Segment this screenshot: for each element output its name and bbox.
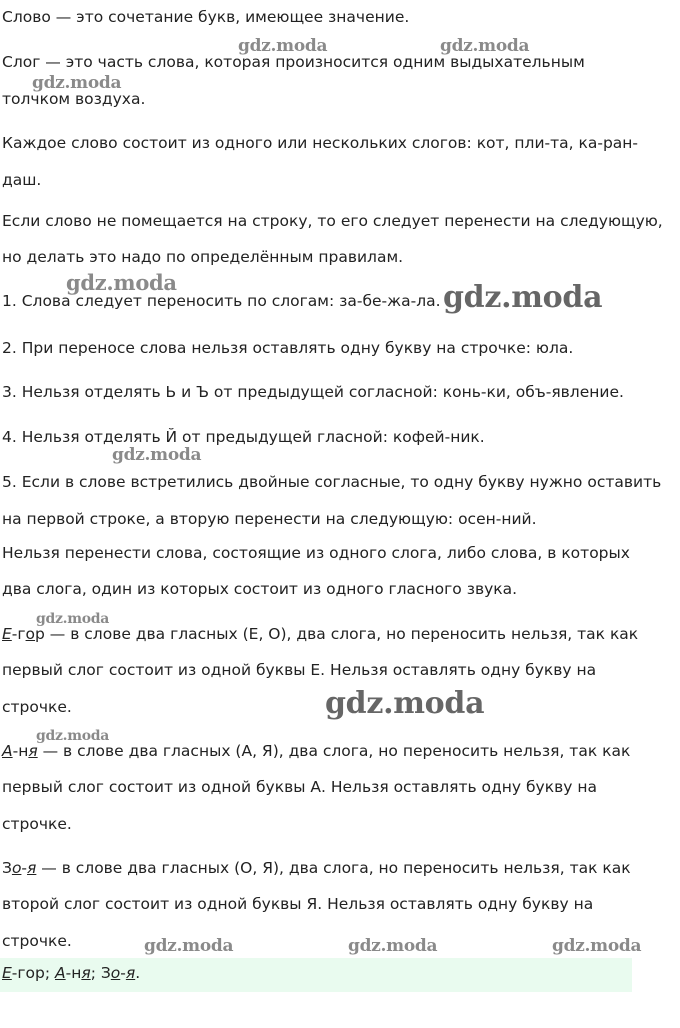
watermark: gdz.moda — [552, 936, 642, 956]
egor-explanation: р — в слове два гласных (Е, О), два слога, но переносить нельзя, так как — [35, 625, 639, 643]
answer-part: - — [120, 964, 126, 982]
answer-vowel-e: Е — [2, 964, 12, 982]
rule-1: 1. Слова следует переносить по слогам: за-бе-жа-ла. — [2, 292, 441, 310]
answer-vowel-o: о — [110, 964, 121, 982]
watermark: gdz.moda — [36, 728, 110, 744]
anya-explanation: — в слове два гласных (А, Я), два слога, но переносить нельзя, так как — [37, 742, 631, 760]
watermark: gdz.moda — [348, 936, 438, 956]
example-anya-line-2: первый слог состоит из одной буквы А. Нельзя оставлять одну букву на — [2, 778, 597, 796]
rule-6-line-2: два слога, один из которых состоит из одного гласного звука. — [2, 580, 518, 598]
answer-vowel-ya: я — [81, 964, 91, 982]
hyphenation-intro-2: но делать это надо по определённым правилам. — [2, 248, 404, 266]
syllables-example-1: Каждое слово состоит из одного или нескольких слогов: кот, пли-та, ка-ран- — [2, 134, 639, 152]
egor-vowel-o: о — [25, 625, 36, 643]
example-egor-line-2: первый слог состоит из одной буквы Е. Нельзя оставлять одну букву на — [2, 661, 597, 679]
example-egor-line-3: строчке. — [2, 698, 72, 716]
rule-6-line-1: Нельзя перенести слова, состоящие из одного слога, либо слова, в которых — [2, 544, 630, 562]
anya-part: -н — [12, 742, 29, 760]
answer-part: ; З — [90, 964, 111, 982]
example-zoya-line-1 — [2, 859, 631, 877]
zoya-part-z: З — [2, 859, 12, 877]
answer-text — [2, 964, 140, 982]
definition-syllable-2: толчком воздуха. — [2, 90, 146, 108]
hyphenation-intro-1: Если слово не помещается на строку, то его следует перенести на следующую, — [2, 212, 663, 230]
egor-vowel-e: Е — [2, 625, 12, 643]
syllables-example-2: даш. — [2, 171, 42, 189]
definition-word: Слово — это сочетание букв, имеющее значение. — [2, 8, 410, 26]
watermark: gdz.moda — [66, 270, 177, 295]
watermark: gdz.moda — [112, 445, 202, 465]
example-zoya-line-2: второй слог состоит из одной буквы Я. Нельзя оставлять одну букву на — [2, 895, 594, 913]
definition-syllable-1: Слог — это часть слова, которая произносится одним выдыхательным — [2, 53, 585, 71]
rule-4: 4. Нельзя отделять Й от предыдущей гласной: кофей-ник. — [2, 428, 485, 446]
watermark: gdz.moda — [440, 36, 530, 56]
watermark: gdz.moda — [32, 73, 122, 93]
example-anya-line-3: строчке. — [2, 815, 72, 833]
zoya-explanation: — в слове два гласных (О, Я), два слога, но переносить нельзя, так как — [36, 859, 631, 877]
answer-vowel-ya-2: я — [125, 964, 136, 982]
example-egor-line-1 — [2, 625, 638, 643]
zoya-vowel-ya: я — [27, 859, 37, 877]
watermark: gdz.moda — [443, 280, 603, 315]
answer-part: -н — [65, 964, 82, 982]
zoya-hyphen: - — [21, 859, 28, 877]
rule-5-line-1: 5. Если в слове встретились двойные согласные, то одну букву нужно оставить — [2, 473, 662, 491]
watermark: gdz.moda — [36, 611, 110, 627]
rule-5-line-2: на первой строке, а вторую перенести на следующую: осен-ний. — [2, 510, 537, 528]
example-zoya-line-3: строчке. — [2, 932, 72, 950]
anya-vowel-a: А — [2, 742, 13, 760]
zoya-vowel-o: о — [11, 859, 22, 877]
anya-vowel-ya: я — [28, 742, 38, 760]
answer-part: -гор; — [11, 964, 56, 982]
example-anya-line-1 — [2, 742, 630, 760]
rule-3: 3. Нельзя отделять Ь и Ъ от предыдущей согласной: конь-ки, объ-явление. — [2, 383, 624, 401]
watermark: gdz.moda — [325, 686, 485, 721]
watermark: gdz.moda — [144, 936, 234, 956]
egor-part: -г — [11, 625, 26, 643]
answer-part: . — [135, 964, 141, 982]
answer-vowel-a: А — [55, 964, 66, 982]
watermark: gdz.moda — [238, 36, 328, 56]
rule-2: 2. При переносе слова нельзя оставлять одну букву на строчке: юла. — [2, 339, 574, 357]
answer-box — [0, 958, 632, 992]
